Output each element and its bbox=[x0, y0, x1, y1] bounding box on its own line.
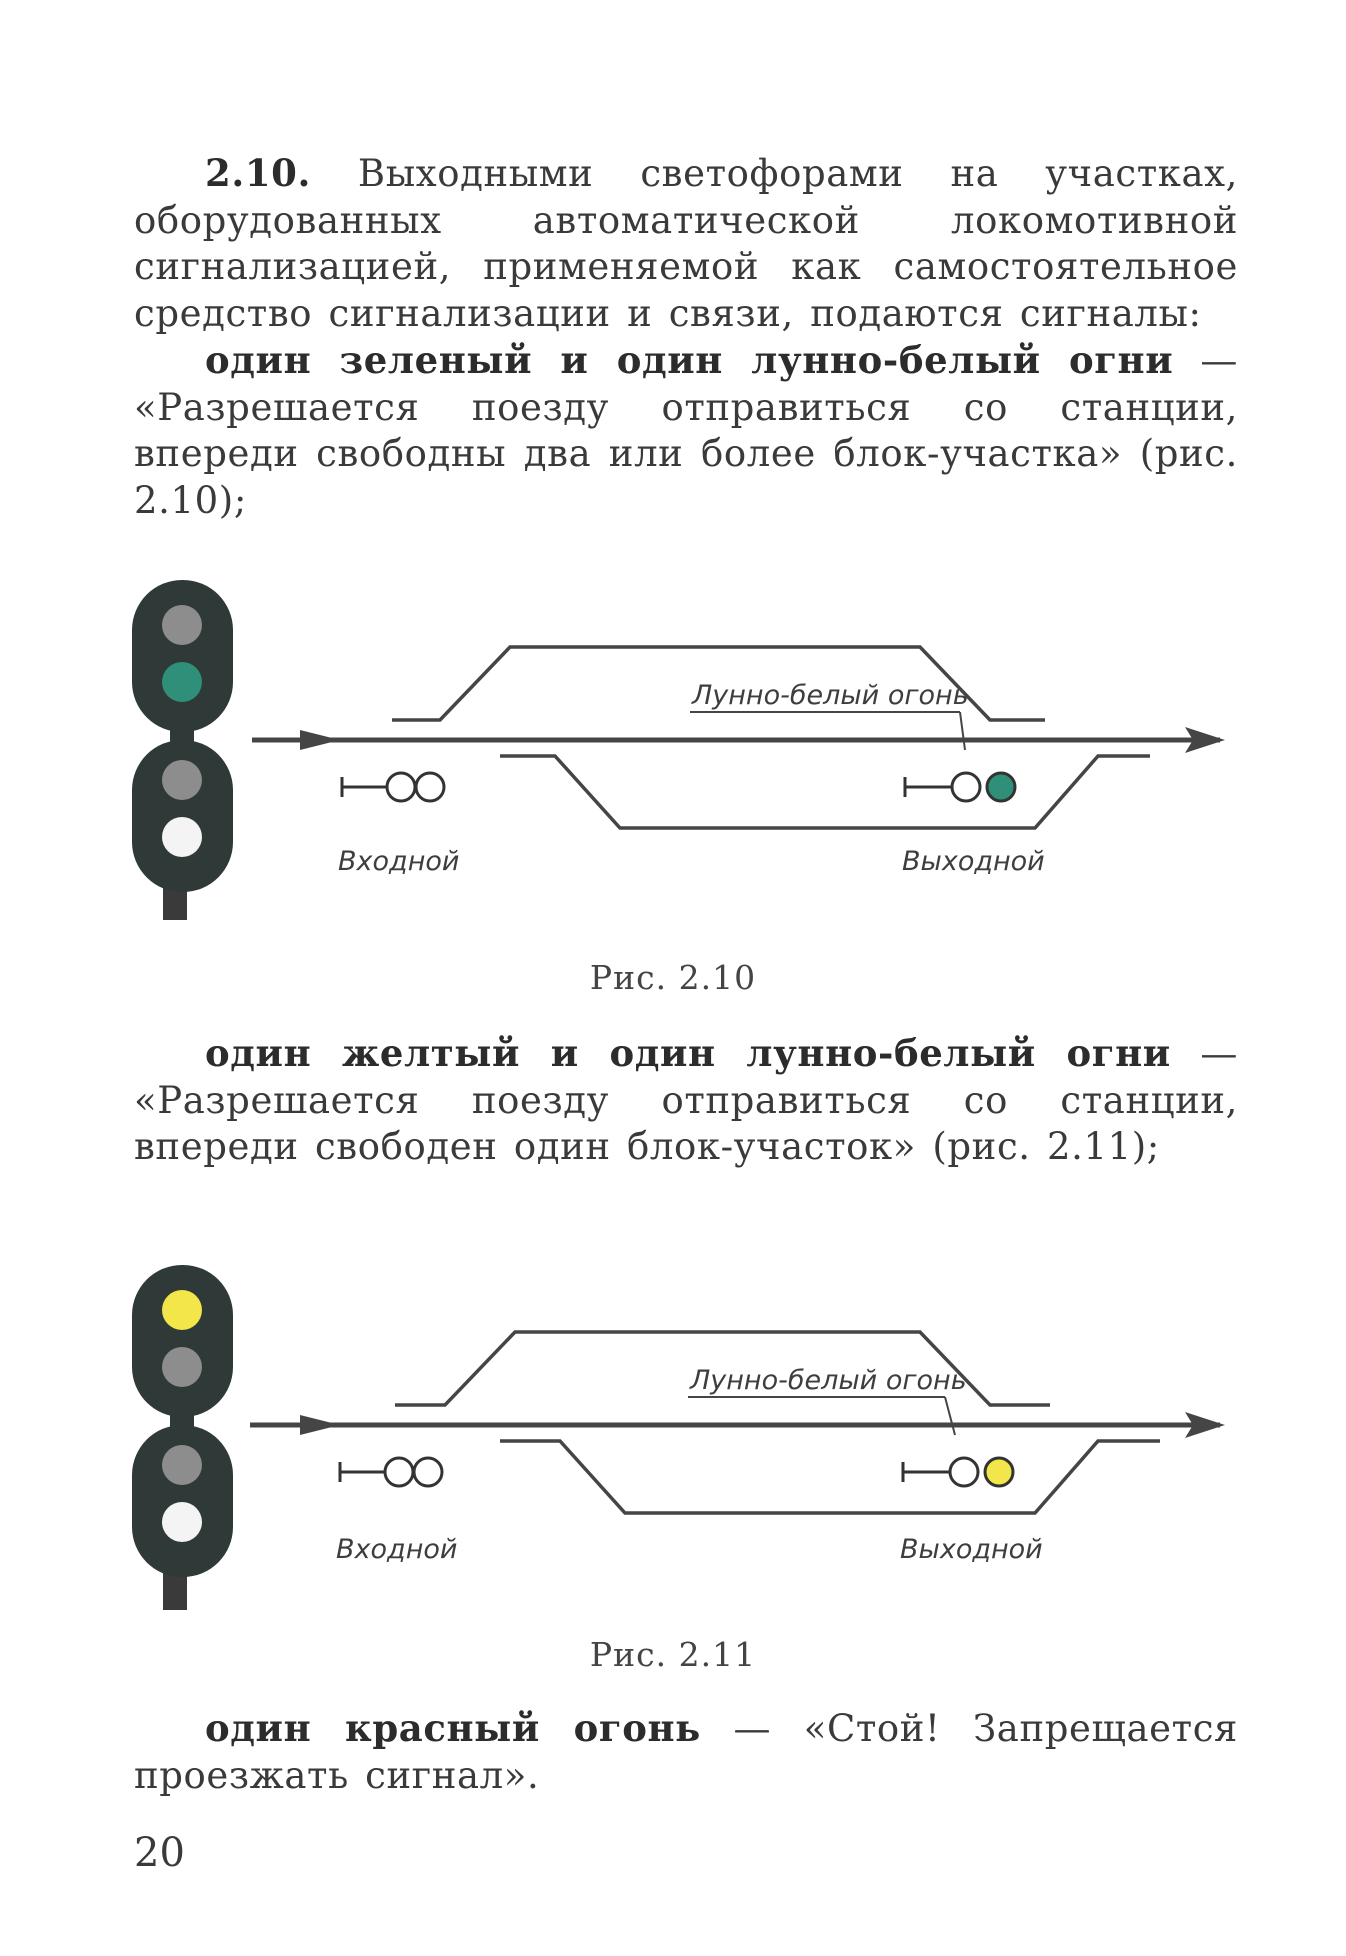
section-number: 2.10. bbox=[205, 151, 311, 195]
exit-signal-symbol-fig1 bbox=[905, 773, 1015, 801]
label-exit: Выходной bbox=[900, 1534, 1043, 1565]
paragraph-green-white bbox=[134, 337, 1238, 524]
unlit-lens bbox=[162, 605, 202, 645]
paragraph-intro bbox=[134, 150, 1238, 337]
unlit-lens bbox=[162, 1445, 202, 1485]
arrow-head-mid bbox=[300, 1415, 340, 1435]
signal-mast-fig2 bbox=[132, 1265, 233, 1610]
unlit-lens bbox=[162, 1347, 202, 1387]
arrow-head-mid bbox=[300, 730, 340, 750]
figure-2-11 bbox=[0, 1255, 1346, 1615]
paragraph-yellow-white bbox=[134, 1030, 1238, 1171]
signal-green-white-title: один зеленый и один лунно-белый огни bbox=[205, 338, 1174, 382]
signal-yellow-white-title: один желтый и один лунно-белый огни bbox=[205, 1031, 1171, 1075]
callout-line bbox=[945, 1397, 955, 1435]
page-number: 20 bbox=[134, 1830, 185, 1876]
entry-signal-symbol-fig2 bbox=[340, 1458, 442, 1486]
label-entry: Входной bbox=[336, 1534, 458, 1565]
intro-text: Выходными светофорами на участках, оборудованных автоматической локомотивной сигнализацией, применяемой как самостоятельное средство сигнализации и связи, подаются сигналы: bbox=[134, 152, 1238, 335]
signal-yellow-white-text: — «Разрешается поезду отправиться со станции, впереди свободен один блок-участок» (рис. 2.11); bbox=[134, 1032, 1238, 1168]
signal-red-title: один красный огонь bbox=[205, 1706, 701, 1750]
exit-signal-symbol-fig2 bbox=[903, 1458, 1013, 1486]
caption-fig-2-11: Рис. 2.11 bbox=[589, 1635, 757, 1674]
siding-lower bbox=[500, 756, 1150, 828]
green-lens-lit bbox=[162, 662, 202, 702]
yellow-lens-lit bbox=[162, 1290, 202, 1330]
exit-green-light bbox=[987, 773, 1015, 801]
exit-moon-white-light bbox=[952, 773, 980, 801]
moon-white-lens-lit bbox=[162, 1502, 202, 1542]
unlit-lens bbox=[162, 760, 202, 800]
label-entry: Входной bbox=[338, 846, 460, 877]
label-moon-white: Лунно-белый огонь bbox=[690, 1365, 967, 1396]
callout-line bbox=[960, 712, 965, 750]
signal-green-white-text: — «Разрешается поезду отправиться со станции, впереди свободны два или более блок-участка» (рис. 2.10); bbox=[134, 339, 1238, 522]
exit-moon-white-light bbox=[950, 1458, 978, 1486]
moon-white-lens-lit bbox=[162, 817, 202, 857]
caption-fig-2-10: Рис. 2.10 bbox=[589, 958, 757, 997]
siding-lower bbox=[500, 1441, 1160, 1513]
figure-2-10 bbox=[0, 570, 1346, 930]
signal-red-text: — «Стой! Запрещается проезжать сигнал». bbox=[134, 1707, 1238, 1797]
signal-head-upper bbox=[132, 580, 233, 732]
signal-head-upper bbox=[132, 1265, 233, 1417]
label-exit: Выходной bbox=[902, 846, 1045, 877]
paragraph-red bbox=[134, 1705, 1238, 1799]
signal-mast-fig1 bbox=[132, 580, 233, 920]
entry-signal-symbol-fig1 bbox=[342, 773, 444, 801]
label-moon-white: Лунно-белый огонь bbox=[692, 680, 969, 711]
exit-yellow-light bbox=[985, 1458, 1013, 1486]
